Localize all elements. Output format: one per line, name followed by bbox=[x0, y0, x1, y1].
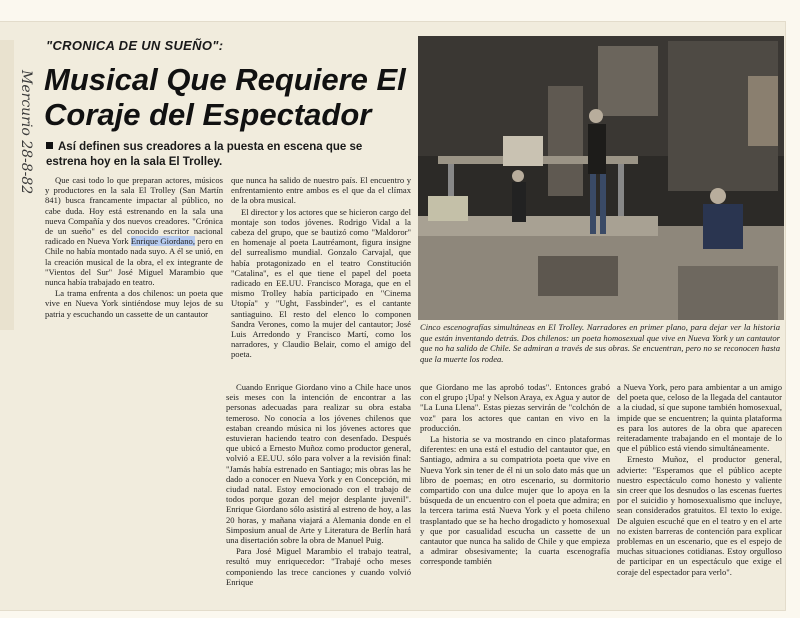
paragraph: Ernesto Muñoz, el productor general, advierte: "Esperamos que el público acepte nuestro espectáculo como honesto y valiente sin creer que los desnudos o las escenas fuertes por el suicidio y homosexualismo que incluye, sean considerados gratuitos. El texto lo exige. De alguien escuché que en el teatro y en el arte no existen barreras de contención para explicar problemas en un escenario, que es el espejo de muchas situaciones cotidianas. Estoy orgulloso de participar en un espectáculo que exige el coraje del espectador para verlo". bbox=[617, 454, 782, 577]
subhead-text: Así definen sus creadores a la puesta en escena que se estrena hoy en la sala El Trolley. bbox=[46, 141, 363, 168]
handwritten-note-text: Mercurio 28-8-82 bbox=[18, 70, 34, 195]
article-headline: Musical Que Requiere El Coraje del Espectador bbox=[44, 62, 406, 132]
article-kicker: "CRONICA DE UN SUEÑO": bbox=[46, 38, 224, 53]
paragraph: que nunca ha salido de nuestro país. El encuentro y enfrentamiento entre ambos es el que da el clímax de la obra musical. bbox=[231, 175, 411, 206]
paragraph: La trama enfrenta a dos chilenos: un poeta que vive en Nueva York sintiéndose muy lejos de su patria y escuchando un cassette de un cantautor bbox=[45, 288, 223, 319]
paragraph bbox=[45, 175, 223, 287]
text-column-3 bbox=[226, 382, 411, 604]
paragraph: que Giordano me las aprobó todas". Entonces grabó con el grupo ¡Upa! y Nelson Araya, ex Agua y autor de "La Luna Llena". Estas piezas servirán de "colchón de voz" para los actores que cantan en vivo en la producción. bbox=[420, 382, 610, 433]
text-column-4 bbox=[420, 382, 610, 604]
paragraph: El director y los actores que se hicieron cargo del montaje son todos jóvenes. Rodrigo Vidal a la cabeza del grupo, que se bautizó como "Maldoror" en homenaje al poeta Lautréamont, figura insigne del surrealismo mundial. Gonzalo Carvajal, que había protagonizado en el teatro Constitución "Catalina", es el que tiene el papel del poeta radicado en EE.UU. Francisco Moraga, que en el mismo Trolley había participado en "Cinema Utopía" y "Ught, Fassbinder", es el cantante santiaguino. El resto del elenco lo componen Sandra Verones, como la mujer del cantautor; José Luis Arredondo y Francisco Martí, como los narradores, y Claudio Belair, como el amigo del poeta. bbox=[231, 206, 411, 360]
paragraph: a Nueva York, pero para ambientar a un amigo del poeta que, celoso de la llegada del cantautor a la ciudad, sí que supone también homosexual, impide que se encuentren; la quinta plataforma es para los autores de la obra que aparecen reiteradamente trabajando en el montaje de lo que el público está viendo simultáneamente. bbox=[617, 382, 782, 454]
bullet-square-icon bbox=[46, 142, 53, 149]
paragraph: Para José Miguel Marambio el trabajo teatral, resultó muy enriquecedor: "Trabajé ocho meses componiendo las trece canciones y cuando volvió Enrique bbox=[226, 546, 411, 587]
paragraph: La historia se va mostrando en cinco plataformas diferentes: en una está el estudio del cantautor que, en Santiago, admira a su compatriota poeta que vive en Nueva York sin tener de él ni un solo dato más que un libro de poemas; en otro escenario, su dormitorio compartido con una dulce mujer que lo apoya en la búsqueda de un encuentro con el poeta que admira; en la tercera tarima está Nueva York y el poeta chileno trasplantado que se ha hecho drogadicto y homosexual y que por casualidad escucha un cassette de un cantautor que nunca ha salido de Chile y que empieza a admirar obsesivamente; la cuarta escenografía corresponde también bbox=[420, 434, 610, 567]
photo-caption: Cinco escenografías simultáneas en El Trolley. Narradores en primer plano, para dejar ver la historia que están inventando detrás. Dos chilenos: un poeta homosexual que vive en Nueva York y un cantautor que no ha salido de Chile. Se admiran a través de sus obras. Se encuentran, pero no se reconocen hasta que la muerte los rodea. bbox=[420, 322, 780, 364]
paragraph-text: pero en Chile no había montado nada suyo. A él se unió, en la creación musical de la obra, el ex integrante de "Vientos del Sur" José Miguel Marambio que nunca había trabajado en teatro. bbox=[45, 236, 223, 288]
article-subhead bbox=[46, 140, 406, 170]
stage-photo-illustration bbox=[418, 36, 784, 320]
text-column-5 bbox=[617, 382, 782, 604]
text-column-1 bbox=[45, 175, 223, 345]
paragraph: Cuando Enrique Giordano vino a Chile hace unos seis meses con la intención de encontrar a las personas adecuadas para realizar su obra estaba temeroso. No conocía a los jóvenes chilenos que estaban creando música ni los jóvenes actores que estuvieran haciendo teatro con desenfado. Después que ubicó a Ernesto Muñoz como productor general, volvió a EE.UU. sólo para volver a la revisión final: "Jamás había estrenado en Santiago; mis obras las he dado a conocer en Nueva York y en Concepción, mi ciudad natal. Estoy emocionado con el trabajo de todos porque gozan del mejor desplante juvenil". Enrique Giordano sólo asistirá al estreno de hoy, a las 20 horas, y mañana viajará a Alemania donde en el Simposium anual de Arte y Literatura de Berlín hará una disertación sobre la obra de Manuel Puig. bbox=[226, 382, 411, 546]
text-column-2 bbox=[231, 175, 411, 375]
stage-photo bbox=[418, 36, 784, 320]
paragraph-text: Que casi todo lo que preparan actores, músicos y productores en la sala El Trolley (San Martín 841) busca francamente impactar al público, no cabe duda. Hoy está estrenando en la sala una nueva Compañía y dos nuevos creadores. "Crónica de un sueño" es del conocido escritor nacional radicado en Nueva York bbox=[45, 175, 223, 247]
highlighted-name: Enrique Giordano, bbox=[130, 236, 195, 247]
handwritten-date-note bbox=[10, 70, 38, 320]
